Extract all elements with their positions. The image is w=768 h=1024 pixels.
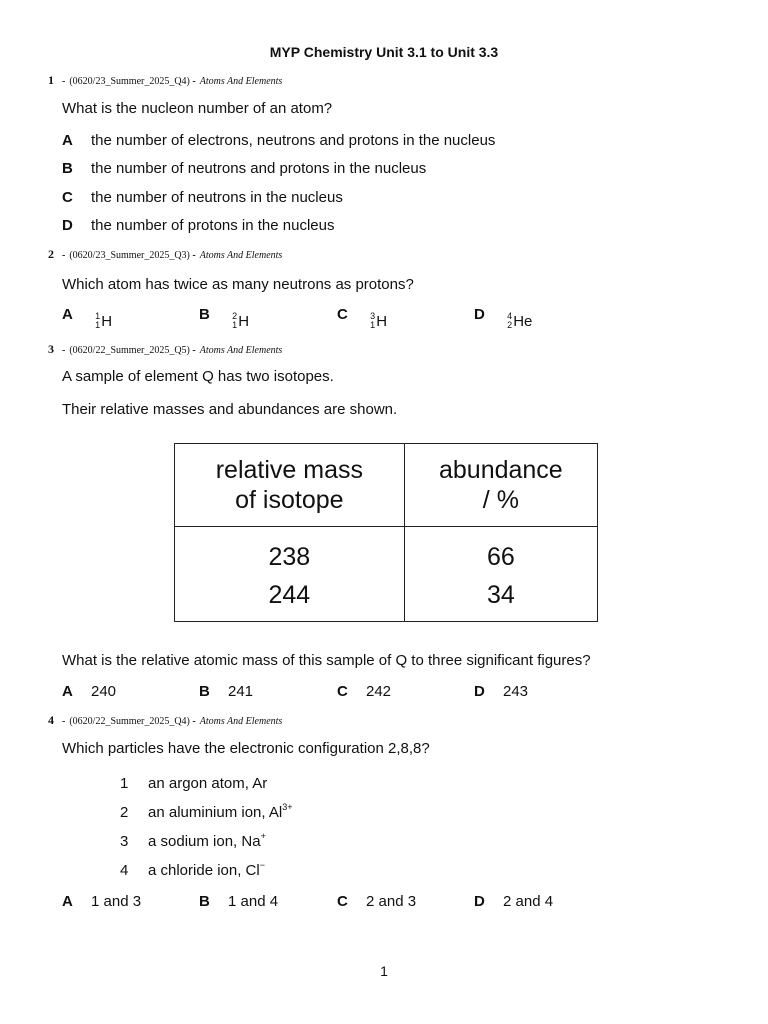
element-symbol: He — [513, 312, 533, 330]
option-letter: B — [62, 160, 73, 177]
option-text: 241 — [228, 683, 254, 700]
mass-number: 3 — [370, 311, 376, 321]
question-reference: (0620/23_Summer_2025_Q4) — [69, 76, 190, 87]
question-3-prompt: What is the relative atomic mass of this sample of Q to three significant figures? — [62, 652, 591, 669]
question-4-option-c — [337, 893, 416, 910]
mass-number: 4 — [507, 311, 513, 321]
atomic-number: 2 — [507, 320, 513, 330]
question-2-option-b — [199, 306, 249, 330]
separator: - — [62, 716, 66, 727]
nuclide-symbol — [370, 312, 387, 330]
table-cell: 66 — [404, 527, 597, 576]
table-cell: 238 — [175, 527, 405, 576]
mass-number: 1 — [95, 311, 101, 321]
header-line: of isotope — [235, 486, 344, 514]
option-letter: D — [474, 306, 485, 323]
question-1-option-a — [62, 132, 495, 149]
mass-number: 2 — [232, 311, 238, 321]
question-3-option-a — [62, 683, 116, 700]
question-3-option-c — [337, 683, 391, 700]
option-text: 1 and 3 — [91, 893, 142, 910]
option-letter: D — [474, 683, 485, 700]
question-3-header — [48, 342, 282, 357]
document-title: MYP Chemistry Unit 3.1 to Unit 3.3 — [269, 44, 499, 60]
question-1-stem: What is the nucleon number of an atom? — [62, 100, 333, 117]
question-4-option-a — [62, 893, 141, 910]
table-cell: 244 — [175, 575, 405, 622]
option-letter: D — [474, 893, 485, 910]
option-letter: C — [62, 189, 73, 206]
statement-text: an argon atom, Ar — [148, 775, 268, 792]
separator: - — [62, 250, 66, 261]
table-cell: 34 — [404, 575, 597, 622]
separator: - — [62, 76, 66, 87]
question-2-option-a — [62, 306, 112, 330]
option-letter: A — [62, 306, 73, 323]
question-topic: Atoms And Elements — [199, 716, 283, 727]
option-letter: D — [62, 217, 73, 234]
option-text: the number of neutrons and protons in the nucleus — [91, 160, 427, 177]
ion-charge: + — [260, 831, 266, 841]
question-4-header — [48, 713, 282, 728]
question-topic: Atoms And Elements — [199, 250, 283, 261]
question-3-option-d — [474, 683, 528, 700]
question-number: 4 — [48, 713, 54, 727]
header-line: relative mass — [215, 456, 363, 484]
ion-charge: 3+ — [282, 802, 293, 812]
table-header-relative-mass — [175, 444, 405, 527]
question-reference: (0620/22_Summer_2025_Q5) — [69, 345, 190, 356]
question-3-option-b — [199, 683, 253, 700]
statement-item — [120, 831, 266, 850]
statement-number: 4 — [120, 862, 129, 879]
separator: - — [62, 345, 66, 356]
option-text: 240 — [91, 683, 117, 700]
option-letter: A — [62, 893, 73, 910]
statement-text: a sodium ion, Na — [148, 833, 261, 850]
option-text: 2 and 4 — [503, 893, 554, 910]
atomic-number: 1 — [370, 320, 376, 330]
option-text: the number of protons in the nucleus — [91, 217, 335, 234]
statement-item — [120, 773, 267, 792]
statement-number: 1 — [120, 775, 129, 792]
atomic-number: 1 — [95, 320, 101, 330]
statement-text: a chloride ion, Cl — [148, 862, 260, 879]
option-letter: A — [62, 683, 73, 700]
option-letter: B — [199, 683, 210, 700]
statement-item — [120, 802, 293, 821]
separator: - — [192, 345, 196, 356]
question-4-option-d — [474, 893, 553, 910]
option-letter: B — [199, 893, 210, 910]
question-2-option-d — [474, 306, 532, 330]
question-topic: Atoms And Elements — [199, 345, 283, 356]
option-letter: A — [62, 132, 73, 149]
question-number: 1 — [48, 73, 54, 87]
element-symbol: H — [238, 312, 250, 330]
statement-text: an aluminium ion, Al — [148, 804, 283, 821]
question-1-option-b — [62, 160, 426, 177]
question-2-stem: Which atom has twice as many neutrons as protons? — [62, 276, 414, 293]
table-row — [175, 575, 598, 622]
question-number: 2 — [48, 247, 54, 261]
question-reference: (0620/22_Summer_2025_Q4) — [69, 716, 190, 727]
question-4-option-b — [199, 893, 278, 910]
statement-item — [120, 860, 265, 879]
option-text: 2 and 3 — [366, 893, 417, 910]
question-1-option-c — [62, 189, 343, 206]
header-line: / % — [482, 486, 519, 514]
question-1-option-d — [62, 217, 335, 234]
separator: - — [192, 250, 196, 261]
option-text: the number of electrons, neutrons and protons in the nucleus — [91, 132, 496, 149]
statement-number: 2 — [120, 804, 129, 821]
option-letter: C — [337, 683, 348, 700]
question-4-stem: Which particles have the electronic configuration 2,8,8? — [62, 740, 430, 757]
atomic-number: 1 — [232, 320, 238, 330]
nuclide-symbol — [507, 312, 532, 330]
option-text: 243 — [503, 683, 529, 700]
statement-number: 3 — [120, 833, 129, 850]
question-1-header — [48, 73, 282, 88]
question-3-stem-line-2: Their relative masses and abundances are shown. — [62, 401, 398, 418]
question-number: 3 — [48, 342, 54, 356]
nuclide-symbol — [232, 312, 249, 330]
element-symbol: H — [101, 312, 113, 330]
option-text: 242 — [366, 683, 392, 700]
option-text: 1 and 4 — [228, 893, 279, 910]
isotope-table — [174, 443, 598, 622]
question-reference: (0620/23_Summer_2025_Q3) — [69, 250, 190, 261]
question-3-stem-line-1: A sample of element Q has two isotopes. — [62, 368, 334, 385]
table-header-abundance — [404, 444, 597, 527]
option-letter: C — [337, 306, 348, 323]
ion-charge: − — [259, 860, 265, 870]
element-symbol: H — [376, 312, 388, 330]
table-row — [175, 527, 598, 576]
option-letter: B — [199, 306, 210, 323]
table-header-row — [175, 444, 598, 527]
nuclide-symbol — [95, 312, 112, 330]
separator: - — [192, 716, 196, 727]
question-2-header — [48, 247, 282, 262]
header-line: abundance — [438, 456, 563, 484]
option-text: the number of neutrons in the nucleus — [91, 189, 343, 206]
question-topic: Atoms And Elements — [199, 76, 283, 87]
option-letter: C — [337, 893, 348, 910]
separator: - — [192, 76, 196, 87]
page-number: 1 — [380, 963, 388, 979]
question-2-option-c — [337, 306, 387, 330]
